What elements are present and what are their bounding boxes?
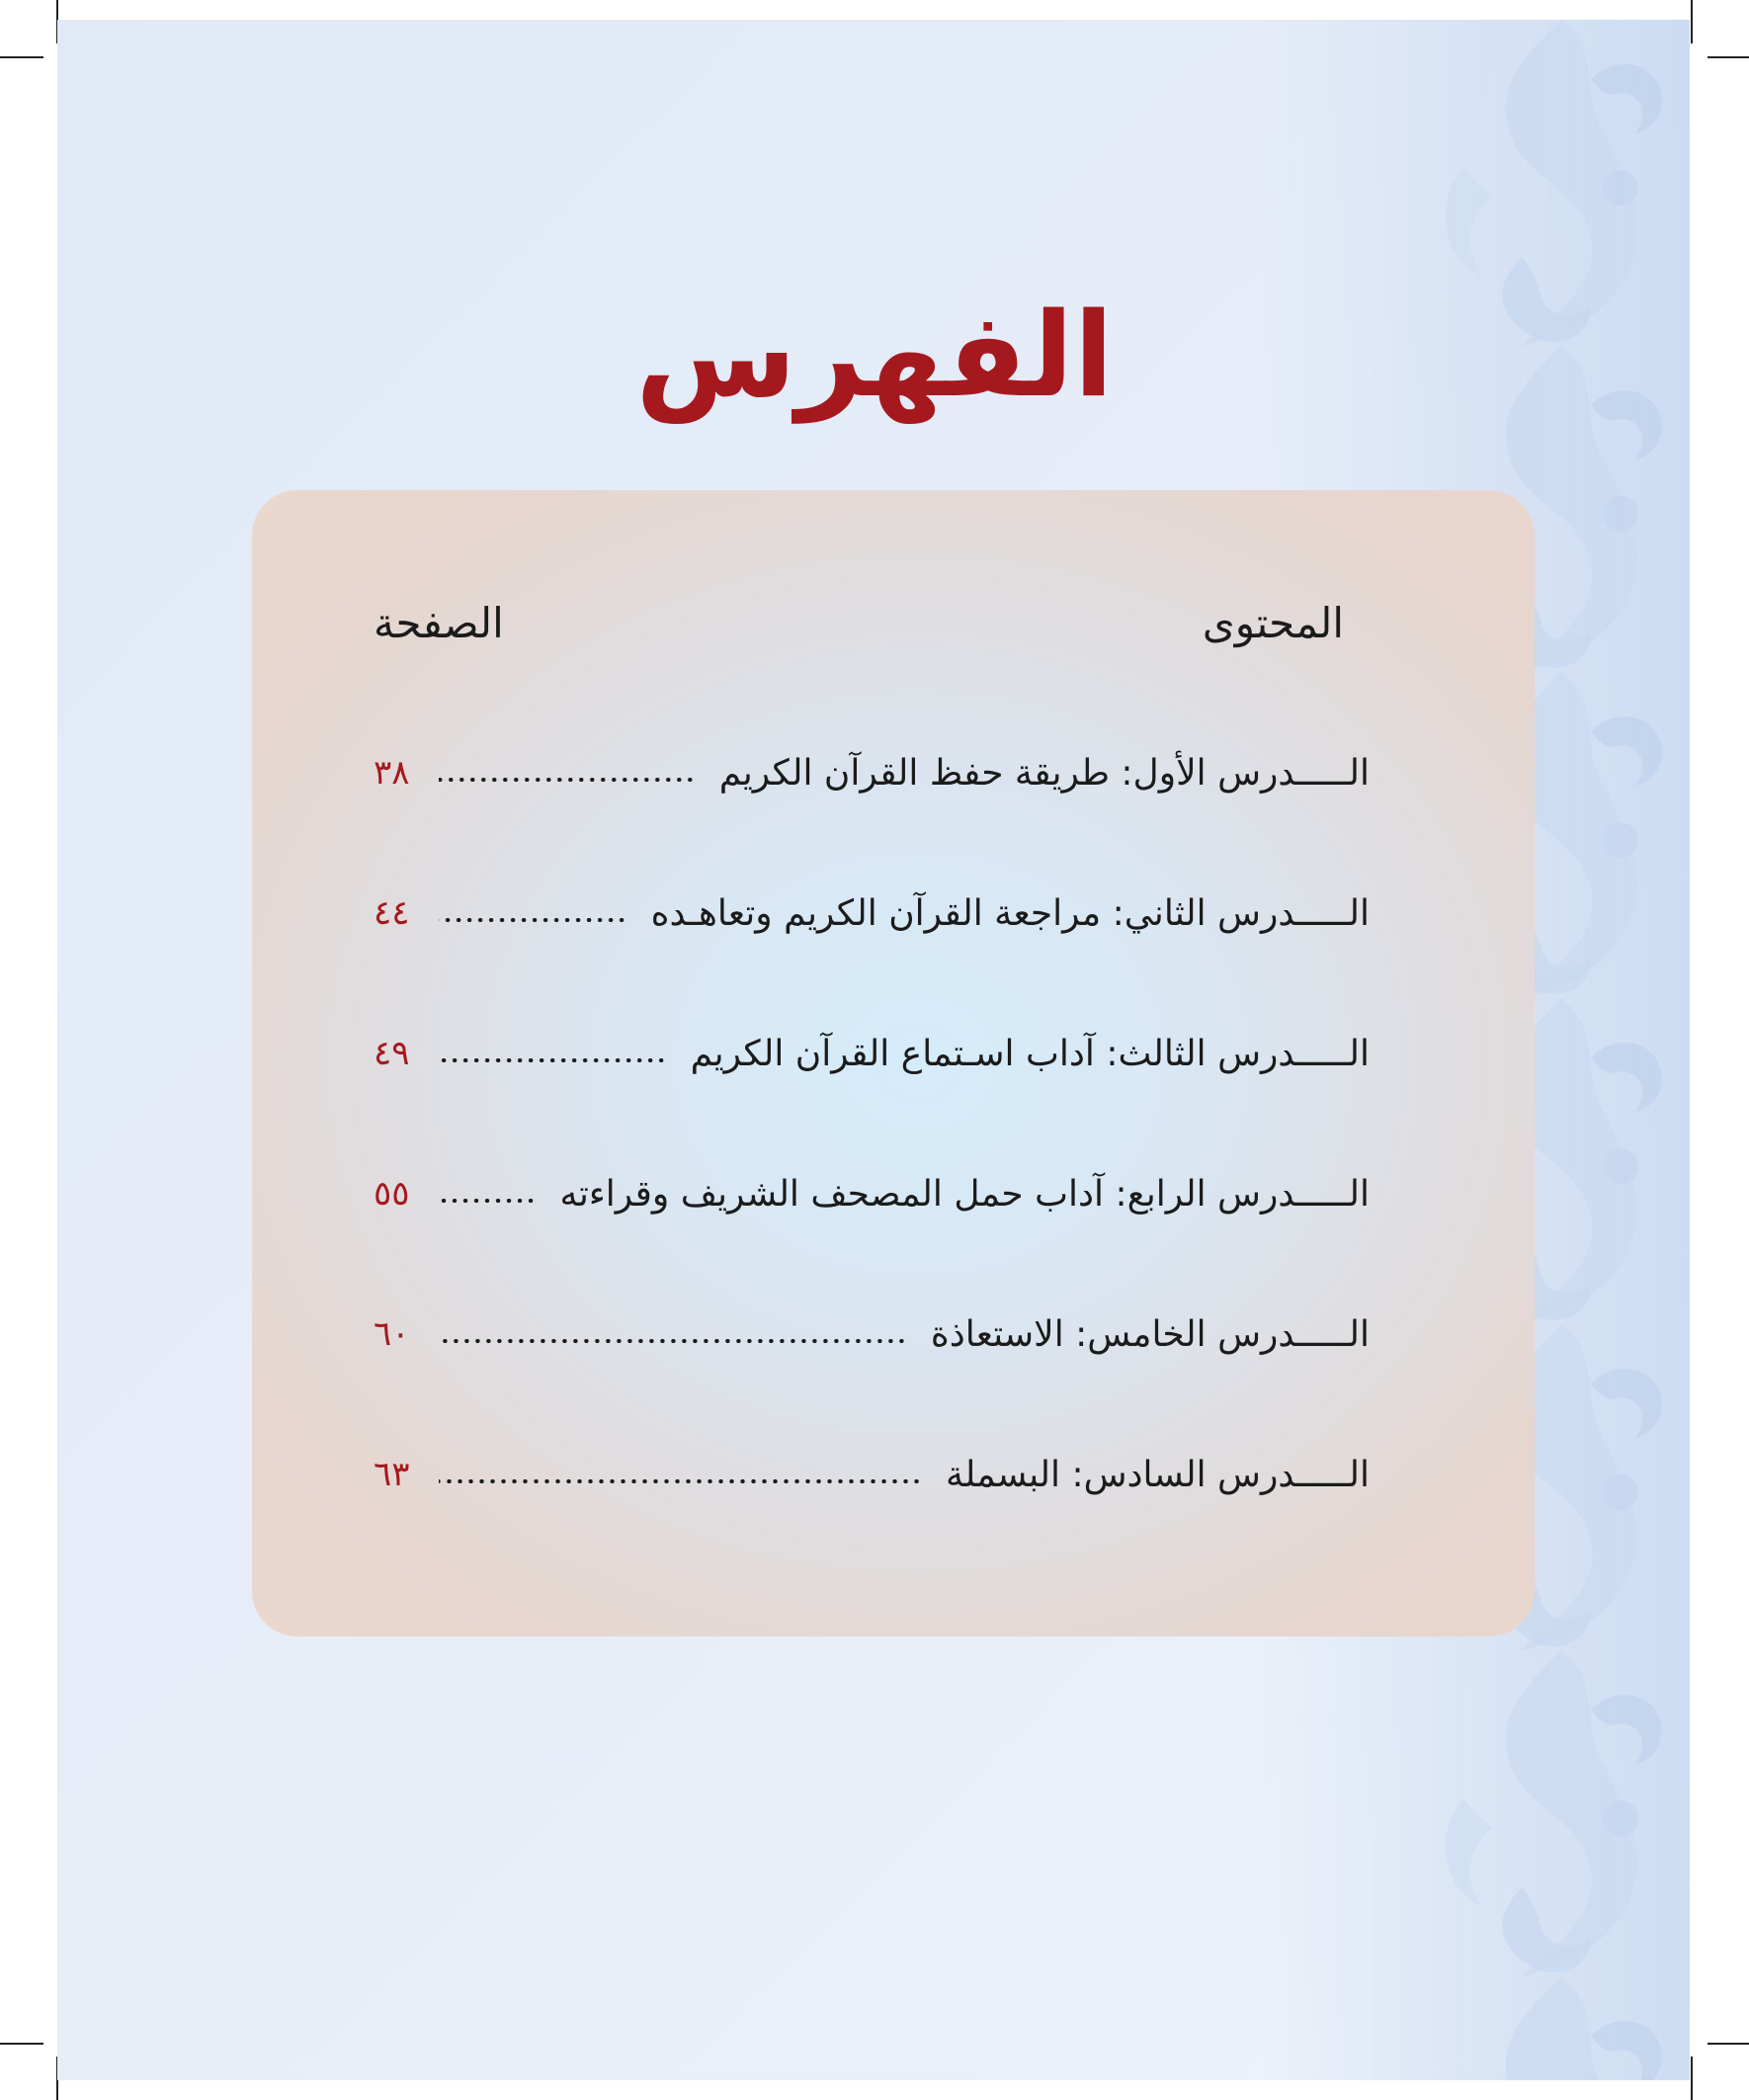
toc-entry-title: الـــــدرس الثاني: مراجعة القرآن الكريم وتعاهـده: [650, 892, 1370, 934]
toc-entry-title: الـــــدرس الخامس: الاستعاذة: [930, 1313, 1370, 1355]
toc-entry[interactable]: [374, 883, 1370, 943]
toc-entry-title: الـــــدرس الرابع: آداب حمل المصحف الشريف وقراءته: [559, 1173, 1370, 1215]
toc-entry[interactable]: [374, 1445, 1370, 1504]
toc-page-number: ٤٩: [374, 1034, 410, 1073]
crop-mark-top-right-h: [1707, 56, 1749, 58]
toc-entry[interactable]: [374, 1164, 1370, 1223]
page-column-header: الصفحة: [374, 599, 504, 647]
page-title: الفهرس: [635, 287, 1114, 423]
crop-mark-bottom-right-h: [1707, 2043, 1749, 2045]
crop-mark-top-right-v: [1691, 0, 1693, 43]
toc-page-number: ٥٥: [374, 1174, 410, 1214]
crop-mark-bottom-right-v: [1691, 2057, 1693, 2100]
dot-leader: [439, 1479, 922, 1483]
content-column-header: المحتوى: [1202, 599, 1344, 647]
toc-entry[interactable]: [374, 743, 1370, 802]
crop-mark-bottom-left-h: [0, 2043, 43, 2045]
dot-leader: [439, 1058, 667, 1062]
toc-entry-title: الـــــدرس الأول: طريقة حفظ القرآن الكريم: [718, 752, 1370, 794]
toc-entry[interactable]: [374, 1304, 1370, 1364]
dot-leader: [439, 778, 696, 782]
toc-page-number: ٣٨: [374, 753, 410, 793]
toc-entry[interactable]: [374, 1024, 1370, 1083]
toc-page-number: ٤٤: [374, 893, 410, 933]
dot-leader: [439, 918, 627, 922]
toc-page-number: ٦٠: [374, 1314, 410, 1354]
toc-entry-title: الـــــدرس الثالث: آداب اسـتماع القرآن الكريم: [690, 1033, 1370, 1074]
crop-mark-top-left-h: [0, 56, 43, 58]
toc-entry-title: الـــــدرس السادس: البسملة: [946, 1454, 1370, 1495]
dot-leader: [439, 1339, 907, 1343]
dot-leader: [439, 1199, 537, 1203]
toc-page-number: ٦٣: [374, 1455, 410, 1494]
